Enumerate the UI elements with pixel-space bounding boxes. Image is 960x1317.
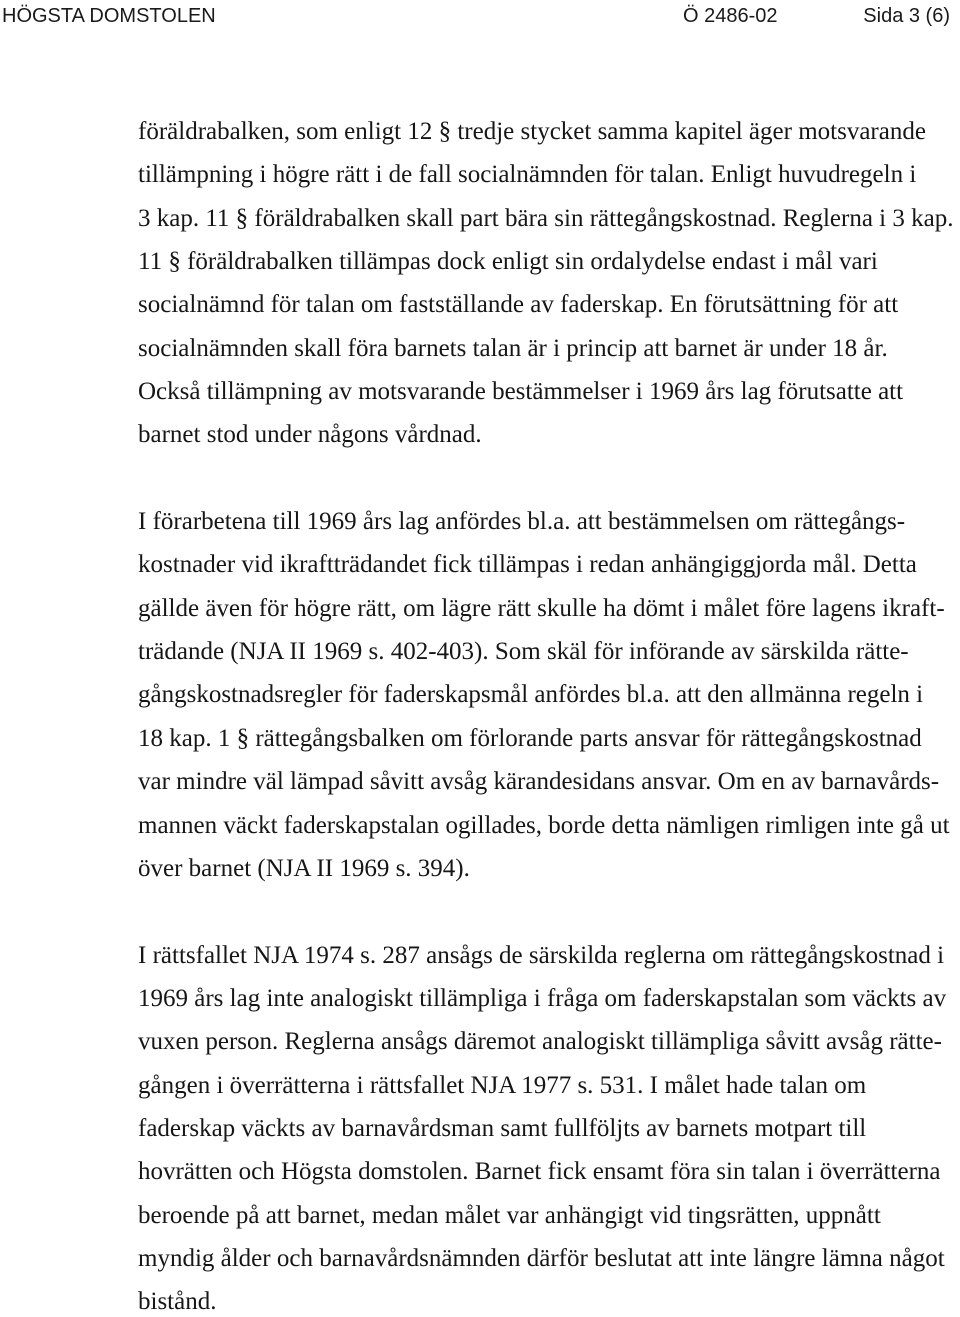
court-name: HÖGSTA DOMSTOLEN xyxy=(2,5,216,27)
paragraph-3 xyxy=(138,943,953,1316)
text-line: trädande (NJA II 1969 s. 402-403). Som skäl för införande av särskilda rätte- xyxy=(138,638,909,666)
text-line: barnet stod under någons vårdnad. xyxy=(138,421,482,449)
text-line: tillämpning i högre rätt i de fall socialnämnden för talan. Enligt huvudregeln i xyxy=(138,161,917,189)
paragraph-2 xyxy=(138,509,953,882)
text-line: Också tillämpning av motsvarande bestämmelser i 1969 års lag förutsatte att xyxy=(138,378,904,406)
text-line: bistånd. xyxy=(138,1288,217,1316)
paragraph-1 xyxy=(138,119,953,448)
text-line: vuxen person. Reglerna ansågs däremot analogiskt tillämpliga såvitt avsåg rätte- xyxy=(138,1028,942,1056)
page-header xyxy=(0,4,960,28)
case-number: Ö 2486-02 xyxy=(683,5,778,27)
text-line: I förarbetena till 1969 års lag anfördes bl.a. att bestämmelsen om rättegångs- xyxy=(138,508,906,536)
text-line: 1969 års lag inte analogiskt tillämpliga i fråga om faderskapstalan som väckts av xyxy=(138,984,947,1012)
text-line: gångskostnadsregler för faderskapsmål anfördes bl.a. att den allmänna regeln i xyxy=(138,681,924,709)
text-line: gällde även för högre rätt, om lägre rätt skulle ha dömt i målet före lagens ikraft- xyxy=(138,594,945,622)
text-line: kostnader vid ikraftträdandet fick tillämpas i redan anhängiggjorda mål. Detta xyxy=(138,551,917,579)
text-line: 3 kap. 11 § föräldrabalken skall part bära sin rättegångskostnad. Reglerna i 3 kap. xyxy=(138,204,954,232)
text-line: gången i överrätterna i rättsfallet NJA 1977 s. 531. I målet hade talan om xyxy=(138,1071,867,1099)
page-number: Sida 3 (6) xyxy=(863,5,950,27)
text-line: föräldrabalken, som enligt 12 § tredje stycket samma kapitel äger motsvarande xyxy=(138,118,926,145)
text-line: faderskap väckts av barnavårdsman samt fullföljts av barnets motpart till xyxy=(138,1114,867,1142)
text-line: socialnämnd för talan om fastställande av faderskap. En förutsättning för att xyxy=(138,291,899,319)
text-line: över barnet (NJA II 1969 s. 394). xyxy=(138,854,470,882)
text-line: var mindre väl lämpad såvitt avsåg kärandesidans ansvar. Om en av barnavårds- xyxy=(138,768,940,796)
text-line: socialnämnden skall föra barnets talan är i princip att barnet är under 18 år. xyxy=(138,334,888,362)
text-line: 18 kap. 1 § rättegångsbalken om förlorande parts ansvar för rättegångskostnad xyxy=(138,724,922,752)
document-body xyxy=(138,119,953,1315)
text-line: beroende på att barnet, medan målet var anhängigt vid tingsrätten, uppnått xyxy=(138,1201,881,1229)
text-line: hovrätten och Högsta domstolen. Barnet fick ensamt föra sin talan i överrätterna xyxy=(138,1158,941,1186)
text-line: I rättsfallet NJA 1974 s. 287 ansågs de särskilda reglerna om rättegångskostnad i xyxy=(138,941,945,969)
text-line: 11 § föräldrabalken tillämpas dock enligt sin ordalydelse endast i mål vari xyxy=(138,248,878,276)
text-line: mannen väckt faderskapstalan ogillades, borde detta nämligen rimligen inte gå ut xyxy=(138,811,950,839)
text-line: myndig ålder och barnavårdsnämnden därför beslutat att inte längre lämna något xyxy=(138,1244,945,1272)
